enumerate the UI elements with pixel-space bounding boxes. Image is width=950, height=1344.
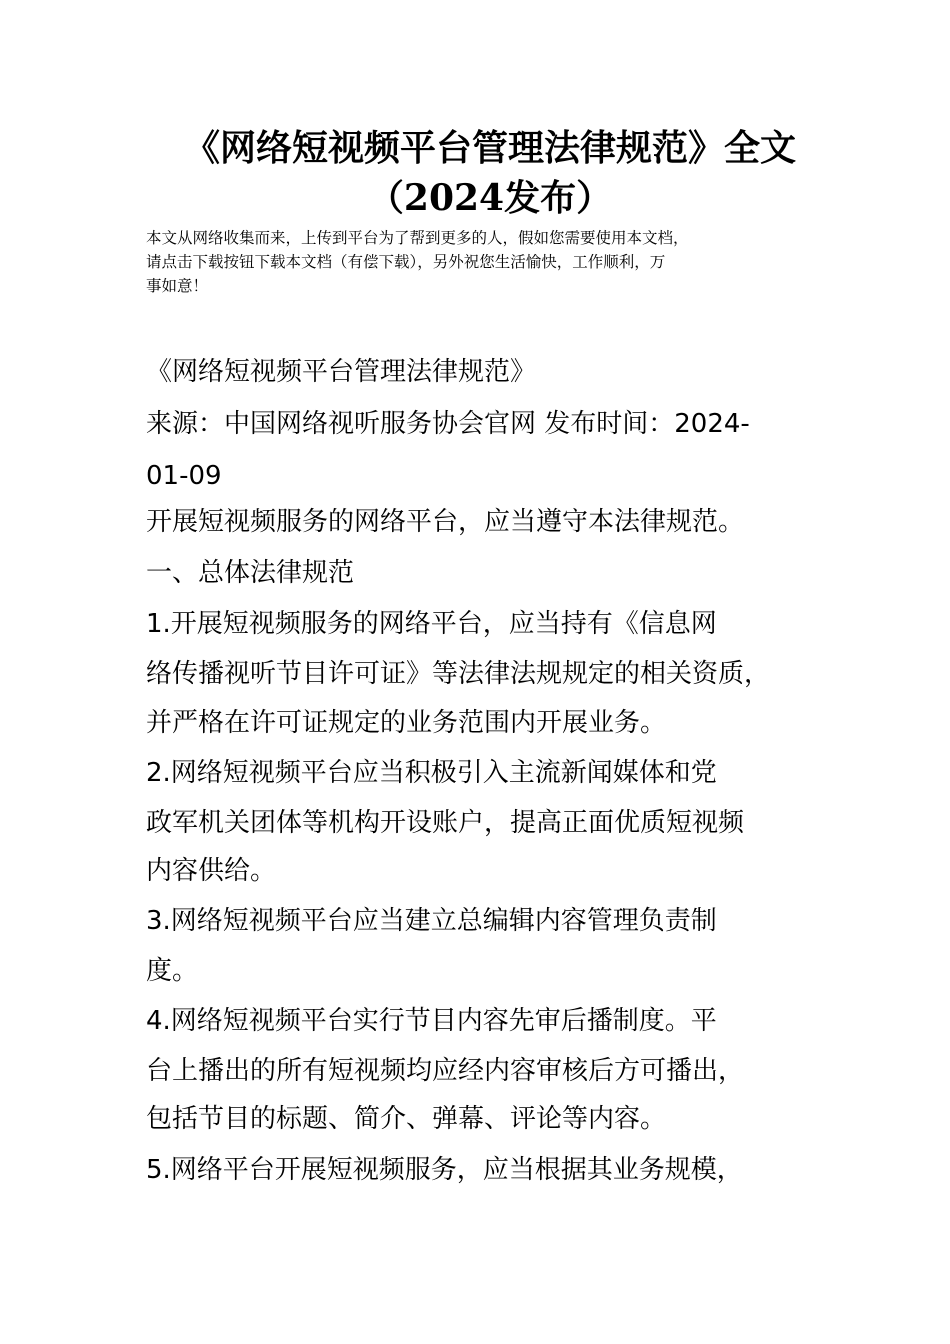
body-text-line: 4.网络短视频平台实行节目内容先审后播制度。平: [146, 1006, 717, 1036]
body-text-line: 络传播视听节目许可证》等法律法规规定的相关资质，: [146, 659, 771, 689]
body-text-line: 度。: [146, 956, 199, 986]
download-notice-line-1: 本文从网络收集而来，上传到平台为了帮到更多的人，假如您需要使用本文档，: [146, 229, 689, 247]
body-text-line: 包括节目的标题、简介、弹幕、评论等内容。: [146, 1104, 667, 1134]
document-title-line-1: 《网络短视频平台管理法律规范》全文: [183, 127, 796, 169]
download-notice-line-3: 事如意！: [146, 277, 209, 295]
section-heading: 一、总体法律规范: [146, 558, 355, 588]
body-text-line: 3.网络短视频平台应当建立总编辑内容管理负责制: [146, 906, 717, 936]
body-text-line: 来源：中国网络视听服务协会官网 发布时间：2024-: [146, 409, 750, 439]
body-text-line: 台上播出的所有短视频均应经内容审核后方可播出，: [146, 1056, 745, 1086]
body-text-line: 内容供给。: [146, 856, 277, 886]
body-text-line: 开展短视频服务的网络平台，应当遵守本法律规范。: [146, 507, 745, 537]
body-text-line: 政军机关团体等机构开设账户，提高正面优质短视频: [146, 808, 745, 838]
body-text-line: 《网络短视频平台管理法律规范》: [146, 357, 537, 387]
download-notice-line-2: 请点击下载按钮下载本文档（有偿下载），另外祝您生活愉快，工作顺利，万: [146, 253, 666, 271]
body-text-line: 2.网络短视频平台应当积极引入主流新闻媒体和党: [146, 758, 717, 788]
body-text-line: 01-09: [146, 461, 222, 491]
body-text-line: 5.网络平台开展短视频服务，应当根据其业务规模，: [146, 1155, 743, 1185]
document-title-line-2: （2024发布）: [367, 177, 613, 219]
body-text-line: 1.开展短视频服务的网络平台，应当持有《信息网: [146, 609, 717, 639]
body-text-line: 并严格在许可证规定的业务范围内开展业务。: [146, 708, 667, 738]
